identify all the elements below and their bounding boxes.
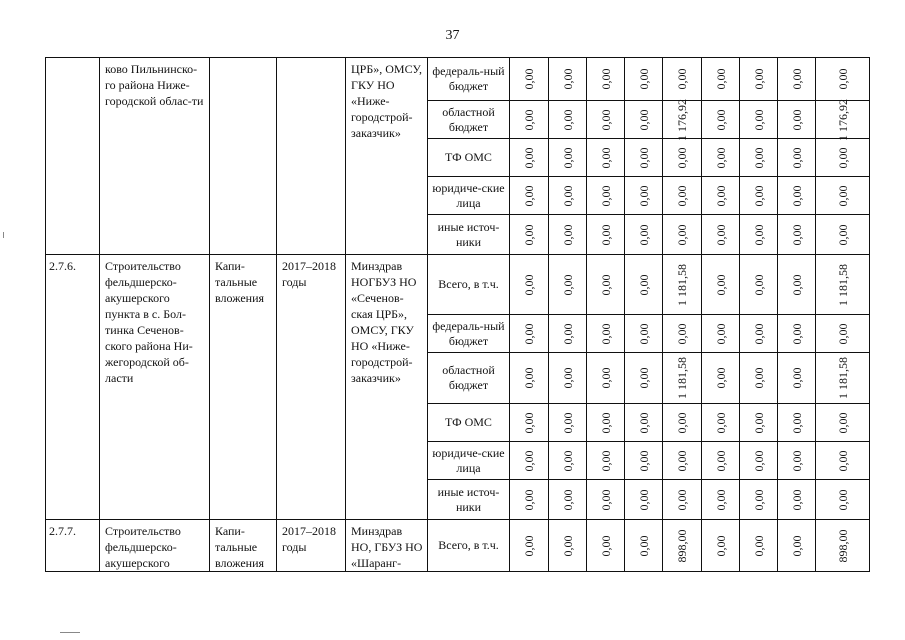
executor-text: Минздрав НОГБУЗ НО «Сеченов-ская ЦРБ», ОМСУ, ГКУ НО «Ниже-городстрой-заказчик»	[351, 259, 417, 385]
table-row	[46, 58, 870, 101]
value-cell	[702, 315, 740, 353]
value-text: 0,00	[675, 185, 689, 206]
value-text: 0,00	[636, 367, 651, 389]
value-cell	[549, 215, 587, 255]
item-number-text: 2.7.7.	[49, 524, 76, 538]
source-label: федераль-ный бюджет	[428, 315, 510, 353]
value-cell	[510, 139, 549, 177]
value-text: 0,00	[751, 489, 766, 510]
value-cell	[778, 139, 816, 177]
value-cell	[778, 255, 816, 315]
value-cell	[663, 353, 702, 404]
value-cell	[587, 101, 625, 139]
value-text: 0,00	[835, 185, 850, 206]
value-cell	[587, 353, 625, 404]
value-cell	[702, 520, 740, 572]
value-cell	[587, 139, 625, 177]
executor	[346, 58, 428, 255]
table-row	[46, 255, 870, 315]
value-text: 0,00	[598, 489, 613, 510]
value-cell	[778, 404, 816, 442]
value-cell	[663, 520, 702, 572]
value-cell	[549, 480, 587, 520]
value-text: 0,00	[751, 274, 766, 295]
value-cell	[663, 404, 702, 442]
value-text: 0,00	[751, 185, 766, 206]
value-text: 0,00	[751, 323, 766, 344]
value-text: 0,00	[522, 535, 536, 556]
value-cell	[625, 353, 663, 404]
object-name	[100, 58, 210, 255]
executor	[346, 255, 428, 520]
value-text: 0,00	[560, 274, 575, 295]
value-cell	[740, 404, 778, 442]
value-cell	[549, 520, 587, 572]
value-text: 0,00	[598, 450, 613, 471]
value-cell	[625, 215, 663, 255]
value-cell	[816, 98, 870, 141]
value-cell	[587, 520, 625, 572]
value-cell	[740, 58, 778, 101]
value-cell	[740, 442, 778, 480]
value-cell	[549, 353, 587, 404]
value-cell	[702, 353, 740, 404]
investment-type	[210, 58, 277, 255]
value-text: 0,00	[598, 109, 613, 130]
value-text: 1 181,58	[675, 263, 689, 306]
value-text: 0,00	[713, 535, 728, 556]
item-number	[46, 58, 100, 255]
value-cell	[702, 58, 740, 101]
value-cell	[510, 442, 549, 480]
investment-type-text: Капи-тальные вложения	[215, 259, 265, 305]
value-text: 0,00	[751, 367, 766, 389]
value-cell	[778, 101, 816, 139]
value-cell	[587, 255, 625, 315]
value-cell	[510, 404, 549, 442]
value-text: 0,00	[835, 224, 850, 245]
value-text: 0,00	[713, 274, 728, 295]
period-text	[277, 58, 345, 61]
value-cell	[625, 520, 663, 572]
value-text: 0,00	[789, 274, 804, 295]
value-cell	[587, 315, 625, 353]
value-text: 0,00	[636, 412, 651, 433]
value-text: 0,00	[636, 323, 651, 344]
value-text: 0,00	[751, 450, 766, 471]
item-number	[46, 520, 100, 572]
executor-text: ЦРБ», ОМСУ, ГКУ НО «Ниже-городстрой-заказчик»	[351, 62, 422, 140]
value-text: 0,00	[835, 412, 850, 433]
value-text: 1 181,58	[835, 357, 850, 399]
value-cell	[587, 58, 625, 101]
source-label: федераль-ный бюджет	[428, 58, 510, 101]
period-text: 2017–2018 годы	[282, 524, 336, 554]
value-text: 0,00	[598, 274, 613, 295]
value-cell	[510, 58, 549, 101]
value-text: 0,00	[713, 323, 728, 344]
value-cell	[510, 520, 549, 572]
value-text: 0,00	[522, 109, 536, 130]
value-text: 0,00	[560, 185, 575, 206]
value-cell	[816, 58, 870, 101]
value-cell	[510, 215, 549, 255]
value-cell	[625, 255, 663, 315]
investment-type-text	[210, 58, 276, 61]
value-cell	[740, 139, 778, 177]
investment-type	[210, 520, 277, 572]
value-text: 0,00	[636, 185, 651, 206]
item-number-text	[46, 58, 99, 61]
value-cell	[549, 101, 587, 139]
value-cell	[702, 139, 740, 177]
investment-type-text: Капи-тальные вложения	[215, 524, 265, 570]
value-text: 0,00	[636, 450, 651, 471]
value-cell	[778, 315, 816, 353]
value-cell	[740, 101, 778, 139]
value-text: 0,00	[713, 68, 728, 90]
value-cell	[625, 177, 663, 215]
executor-text: Минздрав НО, ГБУЗ НО «Шаранг-	[351, 524, 423, 570]
value-text: 0,00	[560, 147, 575, 168]
value-text: 0,00	[789, 224, 804, 245]
value-cell	[510, 353, 549, 404]
value-text: 0,00	[560, 412, 575, 433]
value-text: 0,00	[713, 412, 728, 433]
source-label: юридиче-ские лица	[428, 442, 510, 480]
value-text: 898,00	[835, 529, 850, 562]
item-number	[46, 255, 100, 520]
value-text: 0,00	[789, 412, 804, 433]
value-cell	[587, 442, 625, 480]
value-cell	[663, 315, 702, 353]
value-text: 898,00	[675, 529, 689, 562]
value-text: 0,00	[713, 147, 728, 168]
value-cell	[702, 480, 740, 520]
value-text: 0,00	[636, 147, 651, 168]
value-cell	[663, 255, 702, 315]
value-text: 0,00	[835, 489, 850, 510]
value-cell	[740, 315, 778, 353]
value-text: 0,00	[522, 224, 536, 245]
value-cell	[510, 177, 549, 215]
value-cell	[702, 101, 740, 139]
value-cell	[625, 101, 663, 139]
value-cell	[625, 315, 663, 353]
value-cell	[510, 315, 549, 353]
value-text: 0,00	[522, 68, 536, 90]
value-text: 0,00	[560, 489, 575, 510]
value-text: 0,00	[522, 489, 536, 510]
value-cell	[549, 58, 587, 101]
object-name-text: ково Пильнинско-го района Ниже-городской облас-ти	[105, 62, 204, 108]
value-cell	[663, 442, 702, 480]
period-text: 2017–2018 годы	[282, 259, 336, 289]
value-text: 0,00	[522, 147, 536, 168]
value-cell	[587, 177, 625, 215]
value-cell	[549, 139, 587, 177]
value-text: 0,00	[713, 109, 728, 130]
value-text: 0,00	[751, 68, 766, 90]
value-cell	[549, 404, 587, 442]
value-cell	[549, 442, 587, 480]
value-cell	[778, 215, 816, 255]
object-name-text: Строительство фельдшерско-акушерского	[105, 524, 181, 570]
value-text: 0,00	[675, 450, 689, 471]
value-text: 0,00	[713, 185, 728, 206]
value-cell	[816, 255, 870, 315]
value-cell	[778, 480, 816, 520]
value-text: 0,00	[789, 147, 804, 168]
value-text: 0,00	[636, 489, 651, 510]
source-label: Всего, в т.ч.	[428, 520, 510, 572]
value-text: 0,00	[789, 68, 804, 90]
value-text: 0,00	[560, 535, 575, 556]
value-cell	[549, 177, 587, 215]
value-text: 0,00	[522, 185, 536, 206]
source-label: юридиче-ские лица	[428, 177, 510, 215]
value-cell	[740, 480, 778, 520]
value-cell	[549, 255, 587, 315]
value-cell	[816, 215, 870, 255]
value-text: 0,00	[598, 185, 613, 206]
value-text: 0,00	[675, 224, 689, 245]
value-cell	[778, 177, 816, 215]
investment-type	[210, 255, 277, 520]
value-cell	[663, 98, 702, 141]
value-text: 1 176,92	[675, 98, 689, 141]
value-cell	[663, 215, 702, 255]
value-text: 0,00	[522, 412, 536, 433]
value-cell	[816, 520, 870, 572]
value-text: 0,00	[598, 367, 613, 389]
value-text: 0,00	[522, 367, 536, 389]
value-cell	[816, 480, 870, 520]
value-cell	[816, 404, 870, 442]
item-number-text: 2.7.6.	[49, 259, 76, 273]
value-cell	[663, 139, 702, 177]
value-text: 0,00	[789, 323, 804, 344]
value-text: 0,00	[636, 68, 651, 90]
value-text: 0,00	[598, 147, 613, 168]
value-cell	[740, 353, 778, 404]
value-text: 1 181,58	[675, 357, 689, 399]
value-text: 0,00	[789, 450, 804, 471]
source-label: иные источ-ники	[428, 215, 510, 255]
value-text: 0,00	[675, 412, 689, 433]
value-text: 0,00	[560, 68, 575, 90]
value-text: 0,00	[598, 224, 613, 245]
value-text: 0,00	[560, 109, 575, 130]
value-cell	[587, 404, 625, 442]
value-text: 0,00	[675, 68, 689, 90]
value-text: 0,00	[522, 450, 536, 471]
value-cell	[702, 177, 740, 215]
value-cell	[510, 480, 549, 520]
page-number: 37	[445, 28, 460, 43]
value-text: 0,00	[560, 323, 575, 344]
value-text: 0,00	[598, 412, 613, 433]
value-text: 1 176,92	[835, 98, 850, 141]
value-cell	[740, 520, 778, 572]
executor	[346, 520, 428, 572]
value-cell	[663, 58, 702, 101]
budget-table	[45, 57, 870, 572]
value-text: 0,00	[789, 367, 804, 389]
value-text: 0,00	[636, 109, 651, 130]
value-text: 0,00	[751, 412, 766, 433]
value-text: 1 181,58	[835, 263, 850, 306]
value-cell	[816, 353, 870, 404]
value-text: 0,00	[789, 489, 804, 510]
value-cell	[778, 353, 816, 404]
value-cell	[702, 255, 740, 315]
value-text: 0,00	[751, 147, 766, 168]
value-text: 0,00	[598, 535, 613, 556]
value-text: 0,00	[835, 147, 850, 168]
object-name	[100, 255, 210, 520]
value-text: 0,00	[675, 147, 689, 168]
value-text: 0,00	[598, 323, 613, 344]
value-text: 0,00	[789, 109, 804, 130]
value-text: 0,00	[522, 323, 536, 344]
value-text: 0,00	[560, 224, 575, 245]
source-label: областной бюджет	[428, 353, 510, 404]
value-text: 0,00	[789, 535, 804, 556]
value-text: 0,00	[522, 274, 536, 295]
value-text: 0,00	[560, 367, 575, 389]
value-cell	[625, 442, 663, 480]
value-cell	[740, 215, 778, 255]
source-label: ТФ ОМС	[428, 404, 510, 442]
value-cell	[549, 315, 587, 353]
value-cell	[816, 139, 870, 177]
value-text: 0,00	[675, 323, 689, 344]
value-text: 0,00	[713, 367, 728, 389]
source-label: Всего, в т.ч.	[428, 255, 510, 315]
value-cell	[625, 480, 663, 520]
value-text: 0,00	[751, 109, 766, 130]
value-text: 0,00	[560, 450, 575, 471]
value-cell	[625, 139, 663, 177]
value-cell	[587, 215, 625, 255]
value-cell	[702, 442, 740, 480]
value-text: 0,00	[789, 185, 804, 206]
value-text: 0,00	[751, 535, 766, 556]
object-name	[100, 520, 210, 572]
scan-mark	[60, 632, 80, 633]
value-text: 0,00	[675, 489, 689, 510]
value-cell	[778, 58, 816, 101]
value-cell	[816, 177, 870, 215]
value-text: 0,00	[636, 274, 651, 295]
value-cell	[510, 255, 549, 315]
value-cell	[740, 255, 778, 315]
source-label: иные источ-ники	[428, 480, 510, 520]
value-cell	[702, 404, 740, 442]
value-cell	[625, 58, 663, 101]
value-text: 0,00	[751, 224, 766, 245]
value-cell	[740, 177, 778, 215]
value-cell	[510, 101, 549, 139]
value-text: 0,00	[713, 224, 728, 245]
value-cell	[663, 177, 702, 215]
value-text: 0,00	[835, 68, 850, 90]
scan-mark	[3, 232, 4, 238]
value-text: 0,00	[598, 68, 613, 90]
object-name-text: Строительство фельдшерско-акушерского пункта в с. Бол-тинка Сеченов-ского района Ни-жегородской об-ласти	[105, 259, 193, 385]
period	[277, 58, 346, 255]
period	[277, 255, 346, 520]
value-cell	[816, 315, 870, 353]
table-row	[46, 520, 870, 572]
value-cell	[778, 442, 816, 480]
value-cell	[702, 215, 740, 255]
value-cell	[587, 480, 625, 520]
value-text: 0,00	[835, 323, 850, 344]
value-cell	[663, 480, 702, 520]
source-label: областной бюджет	[428, 101, 510, 139]
value-cell	[816, 442, 870, 480]
source-label: ТФ ОМС	[428, 139, 510, 177]
value-text: 0,00	[835, 450, 850, 471]
value-text: 0,00	[713, 489, 728, 510]
value-cell	[625, 404, 663, 442]
value-text: 0,00	[636, 224, 651, 245]
value-text: 0,00	[713, 450, 728, 471]
period	[277, 520, 346, 572]
value-cell	[778, 520, 816, 572]
value-text: 0,00	[636, 535, 651, 556]
